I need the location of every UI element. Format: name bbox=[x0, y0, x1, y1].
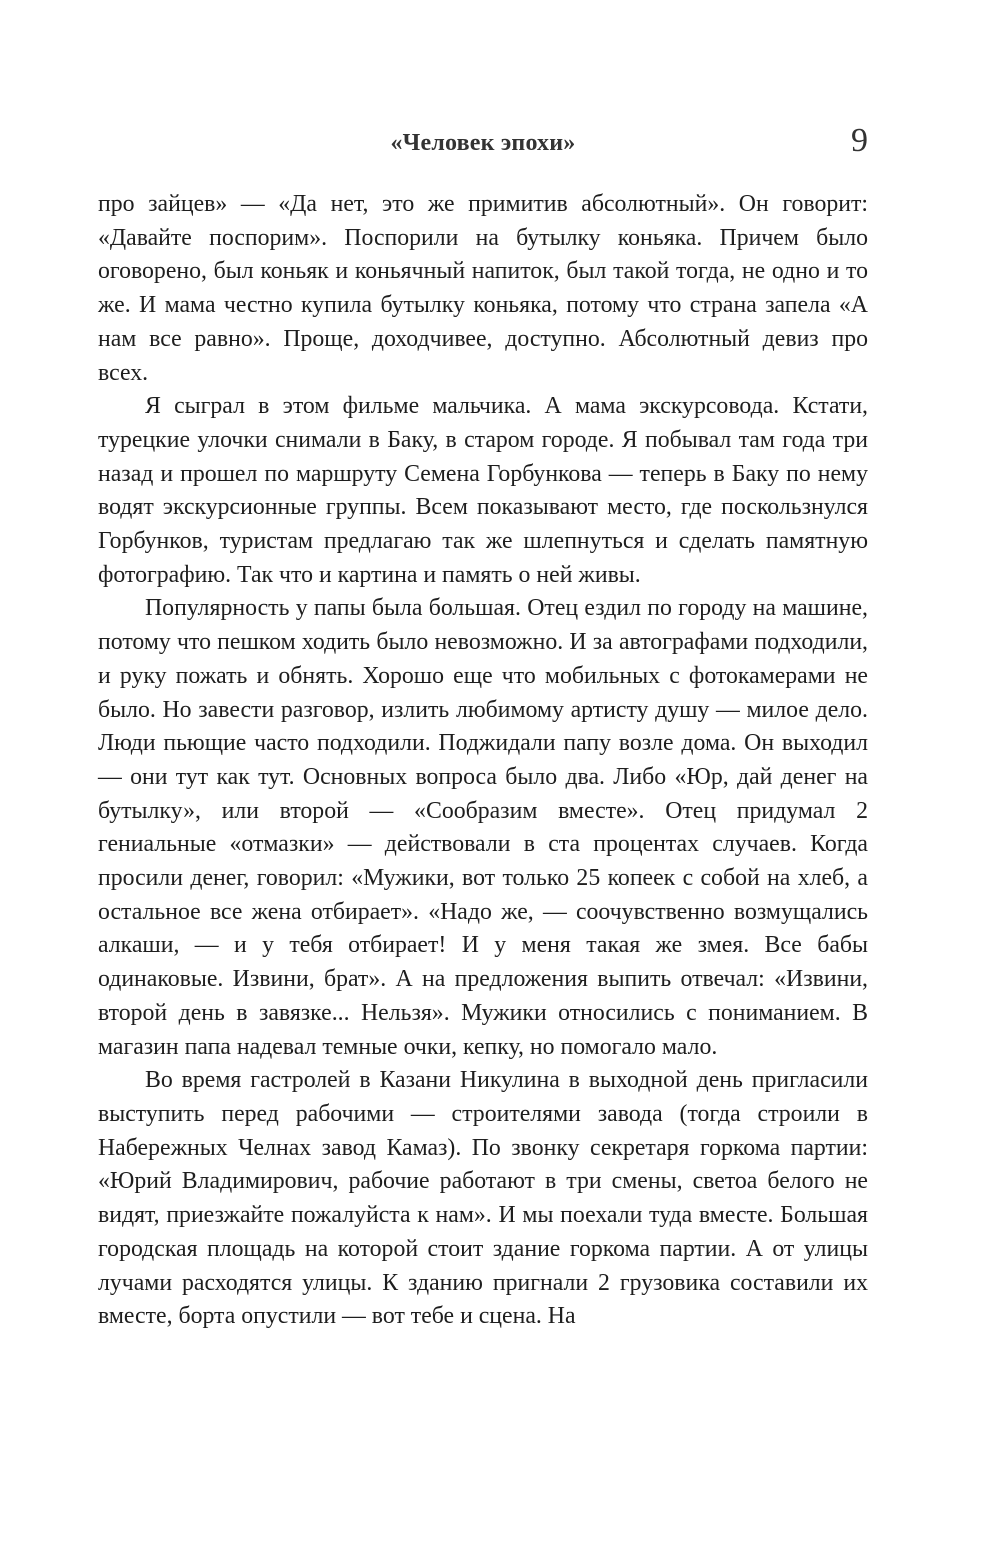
paragraph-3: Популярность у папы была большая. Отец ездил по городу на машине, потому что пешком ходить было невозможно. И за автографами подходили, и руку пожать и обнять. Хорошо еще что мобильных с фотокамерами не было. Но завести разговор, излить любимому артисту душу — милое дело. Люди пьющие часто подходили. Поджидали папу возле дома. Он выходил — они тут как тут. Основных вопроса было два. Либо «Юр, дай денег на бутылку», или второй — «Сообразим вместе». Отец придумал 2 гениальные «отмазки» — действовали в ста процентах случаев. Когда просили денег, говорил: «Мужики, вот только 25 копеек с собой на хлеб, а остальное все жена отбирает». «Надо же, — соочувственно возмущались алкаши, — и у тебя отбирает! И у меня такая же змея. Все бабы одинаковые. Извини, брат». А на предложения выпить отвечал: «Извини, второй день в завязке... Нельзя». Мужики относились с пониманием. В магазин папа надевал темные очки, кепку, но помогало мало. bbox=[98, 595, 868, 1060]
paragraph-1: про зайцев» — «Да нет, это же примитив абсолютный». Он говорит: «Давайте поспорим». Поспорили на бутылку коньяка. Причем было оговорено, был коньяк и коньячный напиток, был такой тогда, не одно и то же. И мама честно купила бутылку коньяка, потому что страна запела «А нам все равно». Проще, доходчивее, доступно. Абсолютный девиз про всех. bbox=[98, 191, 868, 386]
paragraph-2: Я сыграл в этом фильме мальчика. А мама экскурсовода. Кстати, турецкие улочки снимали в Баку, в старом городе. Я побывал там года три назад и прошел по маршруту Семена Горбункова — теперь в Баку по нему водят экскурсионные группы. Всем показывают место, где поскользнулся Горбунков, туристам предлагаю так же шлепнуться и сделать памятную фотографию. Так что и картина и память о ней живы. bbox=[98, 393, 868, 588]
page-number: 9 bbox=[851, 122, 868, 159]
running-head bbox=[98, 124, 868, 164]
running-title: «Человек эпохи» bbox=[390, 130, 576, 156]
body-text bbox=[98, 188, 868, 1334]
paragraph-4: Во время гастролей в Казани Никулина в выходной день пригласили выступить перед рабочими — строителями завода (тогда строили в Набережных Челнах завод Камаз). По звонку секретаря горкома партии: «Юрий Владимирович, рабочие работают в три смены, светоа белого не видят, приезжайте пожалуйста к нам». И мы поехали туда вместе. Большая городская площадь на которой стоит здание горкома партии. А от улицы лучами расходятся улицы. К зданию пригнали 2 грузовика составили их вместе, борта опустили — вот тебе и сцена. На bbox=[98, 1067, 868, 1330]
